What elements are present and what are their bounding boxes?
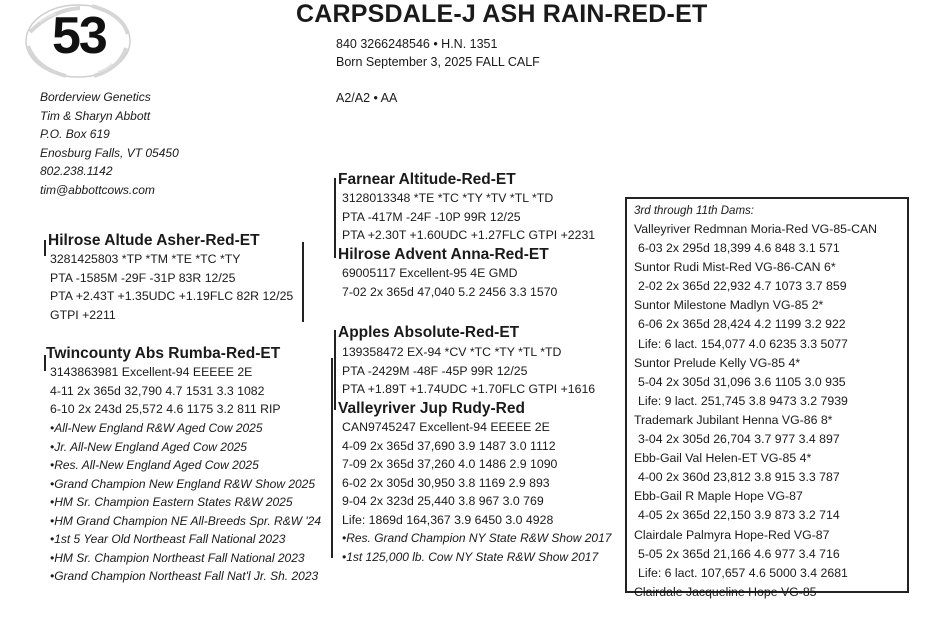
sire-dam-classification: 69005117 Excellent-95 4E GMD: [342, 266, 518, 280]
dam-sire-bracket-line: [334, 330, 336, 410]
award-item: •Grand Champion Northeast Fall Nat'l Jr. Sh. 2023: [50, 569, 319, 583]
dam-ancestor-name: Clairdale Jacqueline Hope VG-85: [634, 584, 817, 599]
dam-details: [50, 363, 281, 419]
dam-ancestor-name: Valleyriver Redmnan Moria-Red VG-85-CAN: [634, 222, 878, 236]
dam-record-row: 4-11 2x 365d 32,790 4.7 1531 3.3 1082: [50, 383, 265, 398]
dam-dam-record-row: 7-09 2x 365d 37,260 4.0 1486 2.9 1090: [342, 457, 558, 472]
dam-dam-awards: [342, 529, 611, 566]
dam-awards: [50, 419, 321, 586]
consignor-city: Enosburg Falls, VT 05450: [40, 145, 179, 160]
award-item: •HM Grand Champion NE All-Breeds Spr. R&W '24: [50, 513, 322, 528]
dam-ancestor-name: Ebb-Gail Val Helen-ET VG-85 4*: [634, 451, 812, 466]
dam-ancestor-lifetime: Life: 6 lact. 107,657 4.6 5000 3.4 2681: [638, 565, 848, 580]
dam-ancestor-record: 4-05 2x 365d 22,150 3.9 873 3.2 714: [638, 508, 840, 523]
dam-ancestor-name: Suntor Milestone Madlyn VG-85 2*: [634, 298, 824, 313]
dam-dam-record-row: 9-04 2x 323d 25,440 3.8 967 3.0 769: [342, 494, 544, 509]
sire-name: Hilrose Altude Asher-Red-ET: [48, 232, 260, 249]
animal-name-title: CARPSDALE-J ASH RAIN-RED-ET: [296, 0, 708, 28]
sire-details: [50, 250, 293, 324]
dam-dam-classification: CAN9745247 Excellent-94 EEEEE 2E: [342, 420, 550, 434]
sire-sire-pta-type: PTA +2.30T +1.60UDC +1.27FLC GTPI +2231: [342, 228, 596, 243]
consignor-phone: 802.238.1142: [40, 164, 113, 179]
sire-id-traits: 3281425803 *TP *TM *TE *TC *TY: [50, 252, 241, 266]
dam-ancestor-record: 2-02 2x 365d 22,932 4.7 1073 3.7 859: [638, 279, 847, 294]
animal-born-line: Born September 3, 2025 FALL CALF: [336, 55, 540, 69]
sire-dam-details: [342, 264, 557, 301]
lot-number: 53: [52, 7, 106, 65]
award-item: •Grand Champion New England R&W Show 2025: [50, 476, 316, 491]
consignor-po-box: P.O. Box 619: [40, 127, 110, 142]
dam-pedigree-line: [331, 358, 333, 558]
sire-sire-bracket-line: [334, 178, 336, 258]
dam-ancestor-name: Trademark Jubilant Henna VG-86 8*: [634, 412, 833, 427]
sire-dam-record-row: 7-02 2x 365d 47,040 5.2 2456 3.3 1570: [342, 284, 558, 299]
sire-dam-name: Hilrose Advent Anna-Red-ET: [338, 246, 549, 263]
dam-sire-name: Apples Absolute-Red-ET: [338, 324, 520, 341]
dams-box-heading: 3rd through 11th Dams:: [634, 205, 754, 217]
award-item: •Jr. All-New England Aged Cow 2025: [50, 439, 247, 454]
sire-pta-production: PTA -1585M -29F -31P 83R 12/25: [50, 270, 236, 285]
sire-sire-details: [342, 189, 595, 245]
award-item: •Res. Grand Champion NY State R&W Show 2017: [342, 531, 612, 545]
award-item: •HM Sr. Champion Northeast Fall National 2023: [50, 550, 305, 565]
consignor-owners: Tim & Sharyn Abbott: [40, 108, 151, 123]
dam-ancestor-record: 3-04 2x 305d 26,704 3.7 977 3.4 897: [638, 432, 840, 447]
dam-dam-record-row: 4-09 2x 365d 37,690 3.9 1487 3.0 1112: [342, 438, 556, 453]
dam-ancestor-name: Ebb-Gail R Maple Hope VG-87: [634, 489, 803, 504]
dam-dam-lifetime: Life: 1869d 164,367 3.9 6450 3.0 4928: [342, 512, 554, 527]
sire-sire-name: Farnear Altitude-Red-ET: [338, 171, 516, 188]
award-item: •All-New England R&W Aged Cow 2025: [50, 421, 263, 435]
dam-ancestor-name: Suntor Prelude Kelly VG-85 4*: [634, 355, 801, 370]
dam-ancestor-record: 6-06 2x 365d 28,424 4.2 1199 3.2 922: [638, 317, 846, 332]
sire-pta-type: PTA +2.43T +1.35UDC +1.19FLC 82R 12/25: [50, 289, 294, 304]
consignor-email[interactable]: tim@abbottcows.com: [40, 182, 155, 197]
sire-pedigree-line: [302, 242, 304, 322]
dam-name: Twincounty Abs Rumba-Red-ET: [46, 345, 281, 362]
dam-classification: 3143863981 Excellent-94 EEEEE 2E: [50, 365, 253, 379]
dam-ancestor-record: 5-05 2x 365d 21,166 4.6 977 3.4 716: [638, 546, 840, 561]
dam-sire-details: [342, 343, 595, 399]
award-item: •HM Sr. Champion Eastern States R&W 2025: [50, 495, 293, 509]
consignor-farm: Borderview Genetics: [40, 90, 151, 104]
sire-sire-pta-production: PTA -417M -24F -10P 99R 12/25: [342, 209, 521, 224]
sire-sire-id-traits: 3128013348 *TE *TC *TY *TV *TL *TD: [342, 191, 554, 205]
consignor-block: [40, 88, 179, 200]
sire-bracket-line: [44, 240, 46, 256]
dam-ancestor-lifetime: Life: 6 lact. 154,077 4.0 6235 3.3 5077: [638, 336, 848, 351]
dam-dam-details: [342, 418, 557, 530]
dam-dam-name: Valleyriver Jup Rudy-Red: [338, 400, 525, 417]
award-item: •Res. All-New England Aged Cow 2025: [50, 458, 259, 472]
award-item: •1st 125,000 lb. Cow NY State R&W Show 2017: [342, 549, 599, 564]
animal-genetics-line: A2/A2 • AA: [336, 91, 398, 105]
dam-record-row: 6-10 2x 243d 25,572 4.6 1175 3.2 811 RIP: [50, 402, 281, 417]
dam-dam-record-row: 6-02 2x 305d 30,950 3.8 1169 2.9 893: [342, 475, 550, 490]
dam-sire-id-traits: 139358472 EX-94 *CV *TC *TY *TL *TD: [342, 345, 562, 359]
dam-ancestor-name: Suntor Rudi Mist-Red VG-86-CAN 6*: [634, 260, 836, 275]
dam-ancestor-name: Clairdale Palmyra Hope-Red VG-87: [634, 527, 830, 542]
dam-ancestor-record: 4-00 2x 360d 23,812 3.8 915 3.3 787: [638, 470, 840, 485]
dams-list: [634, 220, 877, 602]
dam-ancestor-lifetime: Life: 9 lact. 251,745 3.8 9473 3.2 7939: [638, 393, 848, 408]
sire-gtpi: GTPI +2211: [50, 307, 116, 322]
animal-id-line: 840 3266248546 • H.N. 1351: [336, 37, 498, 51]
dam-sire-pta-production: PTA -2429M -48F -45P 99R 12/25: [342, 363, 528, 378]
dam-sire-pta-type: PTA +1.89T +1.74UDC +1.70FLC GTPI +1616: [342, 382, 596, 397]
dam-ancestor-record: 6-03 2x 295d 18,399 4.6 848 3.1 571: [638, 241, 840, 256]
dam-ancestor-record: 5-04 2x 305d 31,096 3.6 1105 3.0 935: [638, 374, 846, 389]
award-item: •1st 5 Year Old Northeast Fall National 2023: [50, 532, 286, 546]
